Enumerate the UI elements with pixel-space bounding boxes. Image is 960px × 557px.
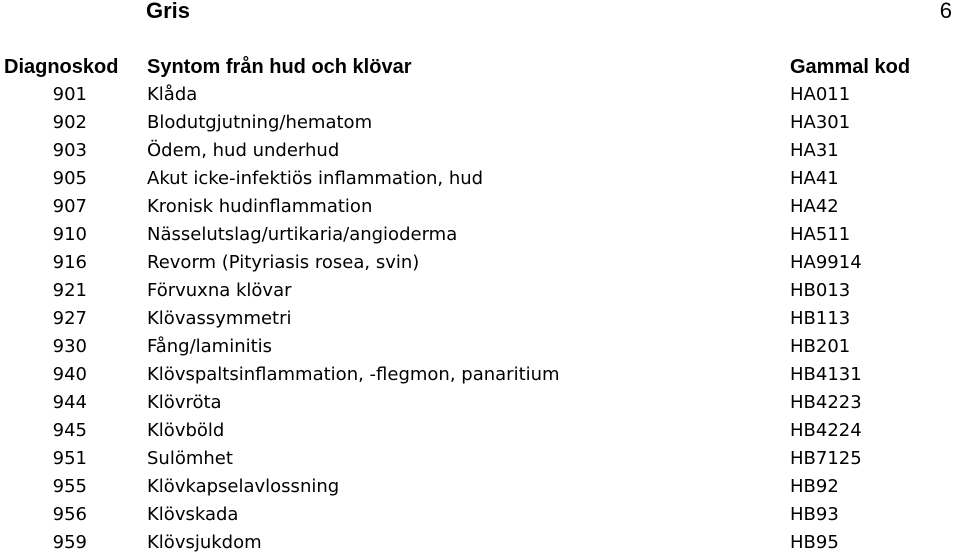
symptom-text: Klövskada <box>147 504 239 525</box>
diagnosis-code: 951 <box>52 448 87 469</box>
old-code: HB7125 <box>790 448 862 469</box>
table-row <box>0 445 960 473</box>
symptom-text: Fång/laminitis <box>147 336 273 357</box>
table-row <box>0 389 960 417</box>
symptom-text: Klövsjukdom <box>147 532 262 553</box>
table-row <box>0 417 960 445</box>
symptom-text: Förvuxna klövar <box>147 280 292 301</box>
old-code: HA42 <box>790 196 839 217</box>
symptom-text: Ödem, hud underhud <box>147 140 340 161</box>
column-header-code: Diagnoskod <box>4 56 119 78</box>
diagnosis-code: 903 <box>52 140 87 161</box>
table-row <box>0 529 960 557</box>
old-code: HB95 <box>790 532 839 553</box>
symptom-text: Kronisk hudinflammation <box>147 196 373 217</box>
diagnosis-code: 907 <box>52 196 87 217</box>
diagnosis-code: 930 <box>52 336 87 357</box>
diagnosis-code: 945 <box>52 420 87 441</box>
table-row <box>0 193 960 221</box>
table-row <box>0 473 960 501</box>
old-code: HB013 <box>790 280 851 301</box>
symptom-text: Klövkapselavlossning <box>147 476 340 497</box>
table-row <box>0 81 960 109</box>
old-code: HB4131 <box>790 364 862 385</box>
old-code: HA9914 <box>790 252 862 273</box>
symptom-text: Klåda <box>147 84 198 105</box>
symptom-text: Revorm (Pityriasis rosea, svin) <box>147 252 420 273</box>
table-body <box>0 81 960 557</box>
diagnosis-code: 901 <box>52 84 87 105</box>
old-code: HA011 <box>790 84 851 105</box>
table-row <box>0 249 960 277</box>
table-row <box>0 165 960 193</box>
symptom-text: Klövspaltsinflammation, -flegmon, panaritium <box>147 364 560 385</box>
old-code: HB93 <box>790 504 839 525</box>
symptom-text: Klövassymmetri <box>147 308 292 329</box>
diagnosis-code: 955 <box>52 476 87 497</box>
old-code: HA301 <box>790 112 851 133</box>
page-number: 6 <box>939 0 952 23</box>
table-row <box>0 221 960 249</box>
symptom-text: Blodutgjutning/hematom <box>147 112 373 133</box>
old-code: HA41 <box>790 168 839 189</box>
table-row <box>0 109 960 137</box>
diagnosis-code: 902 <box>52 112 87 133</box>
diagnosis-code: 927 <box>52 308 87 329</box>
table-header <box>0 53 960 81</box>
table-row <box>0 361 960 389</box>
diagnosis-code: 959 <box>52 532 87 553</box>
table-row <box>0 333 960 361</box>
diagnosis-code: 910 <box>52 224 87 245</box>
column-header-old-code: Gammal kod <box>790 56 911 78</box>
diagnosis-code: 905 <box>52 168 87 189</box>
column-header-symptom: Syntom från hud och klövar <box>147 56 412 78</box>
table-row <box>0 137 960 165</box>
old-code: HB201 <box>790 336 851 357</box>
diagnosis-code: 956 <box>52 504 87 525</box>
old-code: HA31 <box>790 140 839 161</box>
table-row <box>0 501 960 529</box>
table-row <box>0 277 960 305</box>
old-code: HB113 <box>790 308 851 329</box>
old-code: HB4223 <box>790 392 862 413</box>
table-row <box>0 305 960 333</box>
diagnosis-code: 940 <box>52 364 87 385</box>
symptom-text: Klövböld <box>147 420 225 441</box>
diagnosis-code: 921 <box>52 280 87 301</box>
symptom-text: Sulömhet <box>147 448 233 469</box>
diagnosis-code: 916 <box>52 252 87 273</box>
diagnosis-code: 944 <box>52 392 87 413</box>
symptom-text: Nässelutslag/urtikaria/angioderma <box>147 224 458 245</box>
old-code: HA511 <box>790 224 851 245</box>
symptom-text: Akut icke-infektiös inflammation, hud <box>147 168 484 189</box>
old-code: HB4224 <box>790 420 862 441</box>
old-code: HB92 <box>790 476 839 497</box>
page-title: Gris <box>146 0 191 23</box>
symptom-text: Klövröta <box>147 392 222 413</box>
